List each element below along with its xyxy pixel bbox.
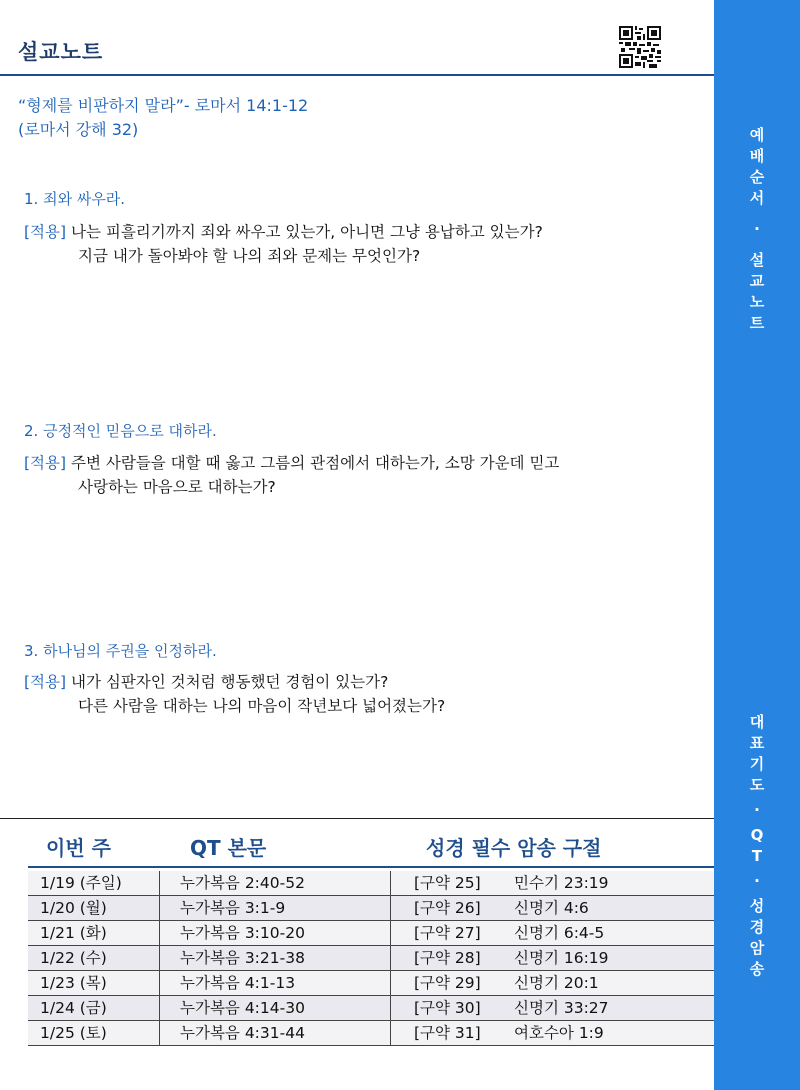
application-text-line: 나는 피흘리기까지 죄와 싸우고 있는가, 아니면 그냥 용납하고 있는가? bbox=[70, 223, 543, 241]
application-tag: [적용] bbox=[24, 454, 67, 472]
column-header-qt: QT 본문 bbox=[190, 836, 267, 860]
date-cell: 1/24 (금) bbox=[40, 999, 107, 1017]
side-tab-bar[interactable] bbox=[714, 0, 800, 1090]
table-row bbox=[28, 896, 714, 921]
verse-cell: 여호수아 1:9 bbox=[514, 1024, 604, 1042]
schedule-table bbox=[28, 871, 714, 1046]
verse-cell: 민수기 23:19 bbox=[514, 874, 609, 892]
table-header-divider bbox=[28, 866, 714, 868]
qt-cell: 누가복음 4:14-30 bbox=[180, 999, 305, 1017]
application-1 bbox=[24, 220, 704, 268]
qt-cell: 누가복음 4:1-13 bbox=[180, 974, 296, 992]
qt-cell: 누가복음 3:10-20 bbox=[180, 924, 305, 942]
application-text-line: 사랑하는 마음으로 대하는가? bbox=[78, 478, 276, 496]
verse-cell: 신명기 33:27 bbox=[514, 999, 609, 1017]
application-text-line: 다른 사람을 대하는 나의 마음이 작년보다 넓어졌는가? bbox=[78, 697, 446, 715]
qt-cell: 누가복음 2:40-52 bbox=[180, 874, 305, 892]
verse-cell: 신명기 16:19 bbox=[514, 949, 609, 967]
application-text-line: 내가 심판자인 것처럼 행동했던 경험이 있는가? bbox=[70, 673, 389, 691]
date-cell: 1/20 (월) bbox=[40, 899, 107, 917]
side-tab-prayer-qt-memory[interactable]: 대 표 기 도 · Q T · 성 경 암 송 bbox=[749, 713, 765, 978]
date-cell: 1/19 (주일) bbox=[40, 874, 122, 892]
sermon-series-line: (로마서 강해 32) bbox=[18, 120, 139, 139]
application-text-line: 지금 내가 돌아봐야 할 나의 죄와 문제는 무엇인가? bbox=[78, 247, 421, 265]
column-header-week: 이번 주 bbox=[46, 836, 111, 860]
verse-tag-cell: [구약 25] bbox=[414, 874, 481, 892]
date-cell: 1/21 (화) bbox=[40, 924, 107, 942]
point-heading-2: 2. 긍정적인 믿음으로 대하라. bbox=[24, 422, 217, 440]
table-row bbox=[28, 921, 714, 946]
sermon-title-line: “형제를 비판하지 말라”- 로마서 14:1-12 bbox=[18, 96, 309, 115]
verse-tag-cell: [구약 26] bbox=[414, 899, 481, 917]
header-divider bbox=[0, 74, 714, 76]
point-heading-3: 3. 하나님의 주권을 인정하라. bbox=[24, 642, 217, 660]
verse-tag-cell: [구약 30] bbox=[414, 999, 481, 1017]
table-top-divider bbox=[0, 818, 714, 819]
column-header-memory-verse: 성경 필수 암송 구절 bbox=[426, 836, 602, 860]
date-cell: 1/23 (목) bbox=[40, 974, 107, 992]
qt-cell: 누가복음 4:31-44 bbox=[180, 1024, 305, 1042]
side-tab-worship-notes[interactable]: 예 배 순 서 · 설 교 노 트 bbox=[749, 126, 765, 332]
point-heading-1: 1. 죄와 싸우라. bbox=[24, 190, 126, 208]
verse-tag-cell: [구약 29] bbox=[414, 974, 481, 992]
verse-tag-cell: [구약 27] bbox=[414, 924, 481, 942]
application-tag: [적용] bbox=[24, 223, 67, 241]
verse-tag-cell: [구약 31] bbox=[414, 1024, 481, 1042]
table-row bbox=[28, 1021, 714, 1046]
date-cell: 1/22 (수) bbox=[40, 949, 107, 967]
sermon-title bbox=[18, 94, 308, 142]
application-3 bbox=[24, 670, 704, 718]
qr-code-icon[interactable] bbox=[619, 26, 661, 68]
table-row bbox=[28, 871, 714, 896]
verse-cell: 신명기 20:1 bbox=[514, 974, 599, 992]
verse-cell: 신명기 6:4-5 bbox=[514, 924, 605, 942]
table-row bbox=[28, 971, 714, 996]
qt-cell: 누가복음 3:21-38 bbox=[180, 949, 305, 967]
application-2 bbox=[24, 451, 704, 499]
date-cell: 1/25 (토) bbox=[40, 1024, 107, 1042]
application-tag: [적용] bbox=[24, 673, 67, 691]
page-title: 설교노트 bbox=[18, 40, 104, 64]
verse-cell: 신명기 4:6 bbox=[514, 899, 589, 917]
qt-cell: 누가복음 3:1-9 bbox=[180, 899, 286, 917]
verse-tag-cell: [구약 28] bbox=[414, 949, 481, 967]
table-row bbox=[28, 946, 714, 971]
table-row bbox=[28, 996, 714, 1021]
application-text-line: 주변 사람들을 대할 때 옳고 그름의 관점에서 대하는가, 소망 가운데 믿고 bbox=[70, 454, 560, 472]
